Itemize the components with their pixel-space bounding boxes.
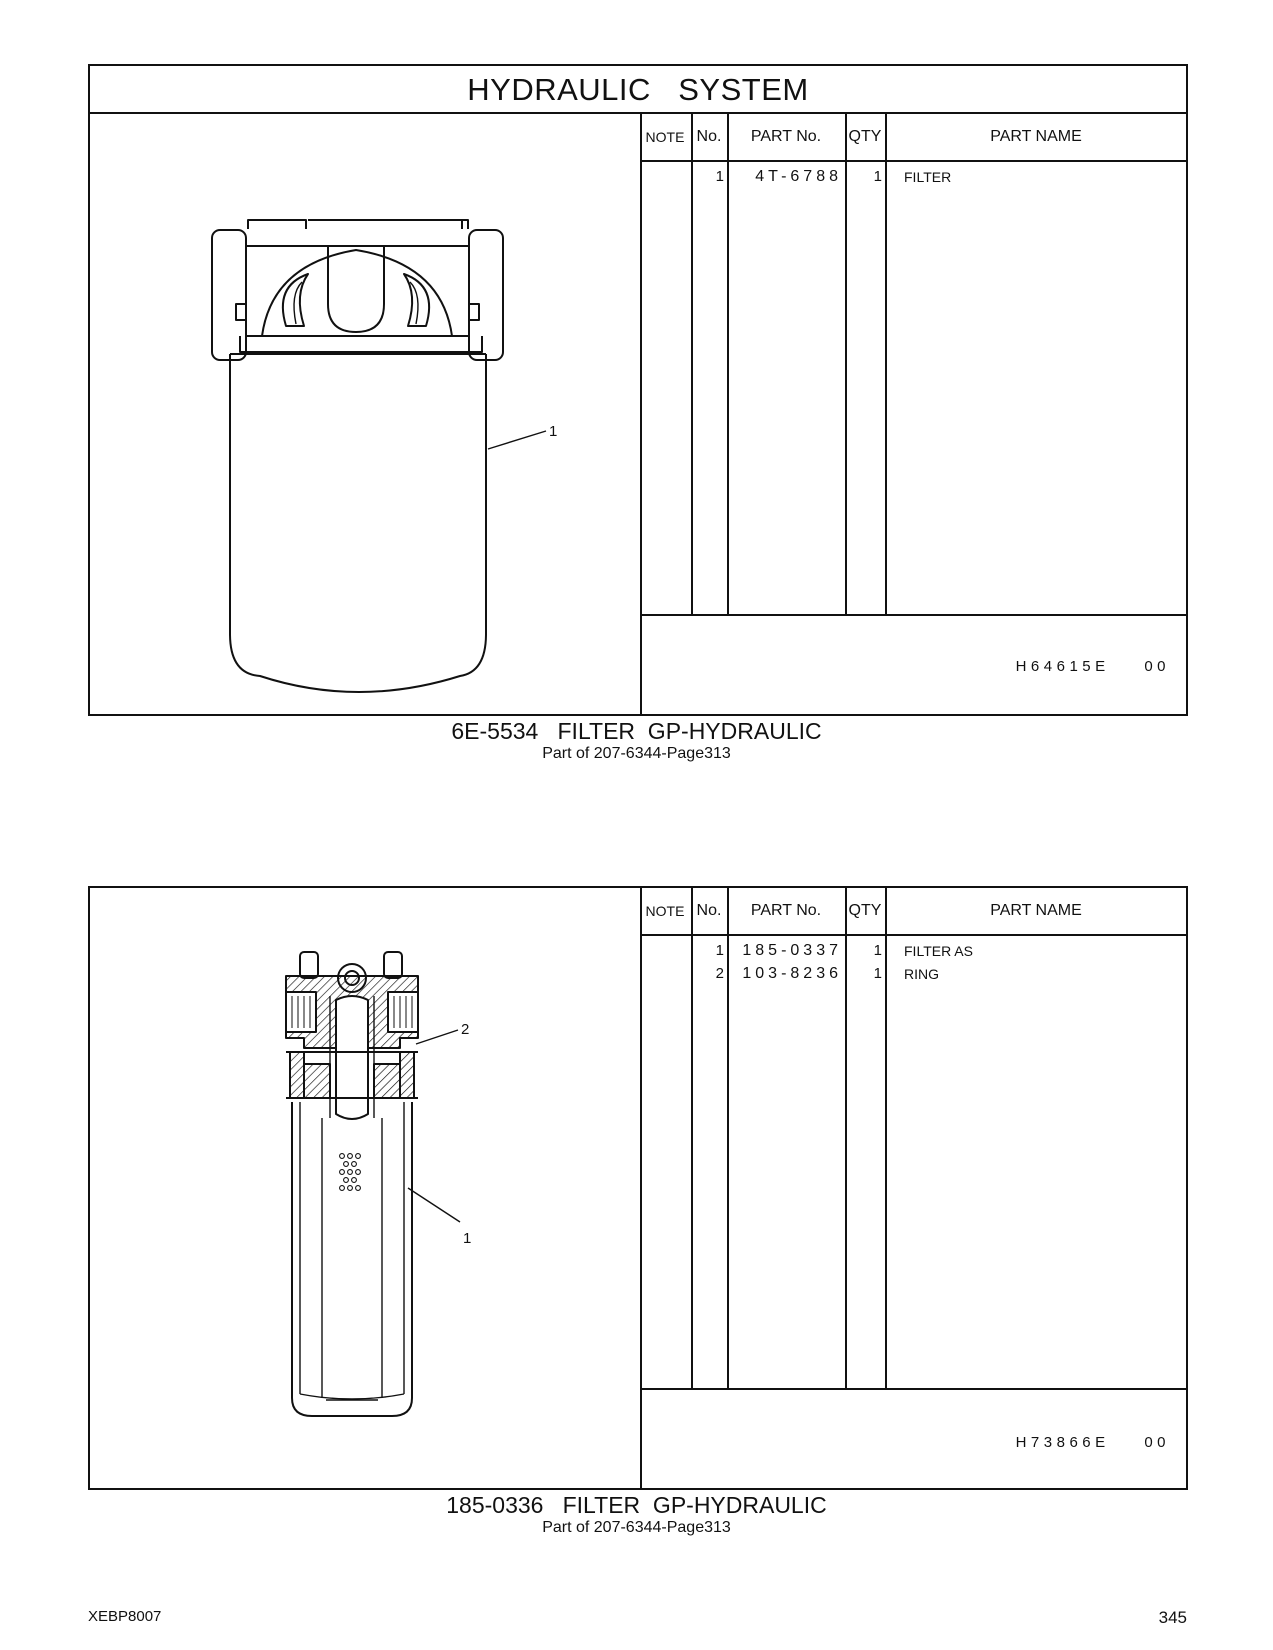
col-part-no: PART No. bbox=[750, 902, 822, 919]
group-title: 6E-5534 FILTER GP-HYDRAULIC bbox=[451, 718, 822, 744]
group-caption-1 bbox=[0, 718, 1273, 763]
group-title: 185-0336 FILTER GP-HYDRAULIC bbox=[446, 1492, 827, 1518]
col-part-name: PART NAME bbox=[990, 128, 1082, 145]
col-no: No. bbox=[696, 902, 722, 919]
row-part-no: 4T-6788 bbox=[755, 168, 842, 185]
parts-table-1 bbox=[640, 114, 1186, 714]
illustration-code: H64615E 00 bbox=[1015, 658, 1170, 675]
page-number: 345 bbox=[1158, 1608, 1187, 1627]
column-divider bbox=[691, 114, 693, 614]
filter-illustration-1 bbox=[90, 114, 642, 714]
callout-1: 1 bbox=[549, 423, 558, 440]
col-part-name: PART NAME bbox=[990, 902, 1082, 919]
col-part-no: PART No. bbox=[750, 128, 822, 145]
page-title: HYDRAULIC SYSTEM bbox=[90, 66, 1186, 114]
table-bottom-rule bbox=[640, 1388, 1186, 1390]
table-header bbox=[640, 888, 1186, 936]
callout-1: 1 bbox=[463, 1230, 472, 1247]
row-part-no: 185-0337 bbox=[742, 942, 842, 959]
parts-sheet-2 bbox=[88, 886, 1188, 1490]
group-subtitle: Part of 207-6344-Page313 bbox=[542, 1519, 731, 1536]
table-header bbox=[640, 114, 1186, 162]
col-qty: QTY bbox=[848, 902, 882, 919]
table-row bbox=[640, 940, 1186, 962]
filter-illustration-2 bbox=[90, 888, 642, 1488]
column-divider bbox=[885, 114, 887, 614]
row-no: 1 bbox=[715, 942, 724, 959]
col-qty: QTY bbox=[848, 128, 882, 145]
parts-table-2 bbox=[640, 888, 1186, 1488]
callout-2: 2 bbox=[461, 1021, 470, 1038]
table-row bbox=[640, 166, 1186, 188]
column-divider bbox=[845, 114, 847, 614]
document-id: XEBP8007 bbox=[88, 1608, 162, 1625]
row-part-name: FILTER bbox=[904, 169, 952, 185]
table-bottom-rule bbox=[640, 614, 1186, 616]
row-qty: 1 bbox=[873, 168, 882, 185]
row-part-name: FILTER AS bbox=[904, 943, 973, 959]
row-qty: 1 bbox=[873, 965, 882, 982]
col-no: No. bbox=[696, 128, 722, 145]
row-part-no: 103-8236 bbox=[742, 965, 842, 982]
row-part-name: RING bbox=[904, 966, 939, 982]
group-caption-2 bbox=[0, 1492, 1273, 1537]
column-divider bbox=[727, 114, 729, 614]
col-note: NOTE bbox=[645, 129, 685, 145]
parts-sheet-1 bbox=[88, 64, 1188, 716]
group-subtitle: Part of 207-6344-Page313 bbox=[542, 745, 731, 762]
col-note: NOTE bbox=[645, 903, 685, 919]
row-qty: 1 bbox=[873, 942, 882, 959]
filter-drawing-2 bbox=[90, 888, 640, 1488]
filter-drawing-1 bbox=[90, 114, 640, 714]
table-row bbox=[640, 963, 1186, 985]
row-no: 1 bbox=[715, 168, 724, 185]
illustration-code: H73866E 00 bbox=[1015, 1434, 1170, 1451]
row-no: 2 bbox=[715, 965, 724, 982]
